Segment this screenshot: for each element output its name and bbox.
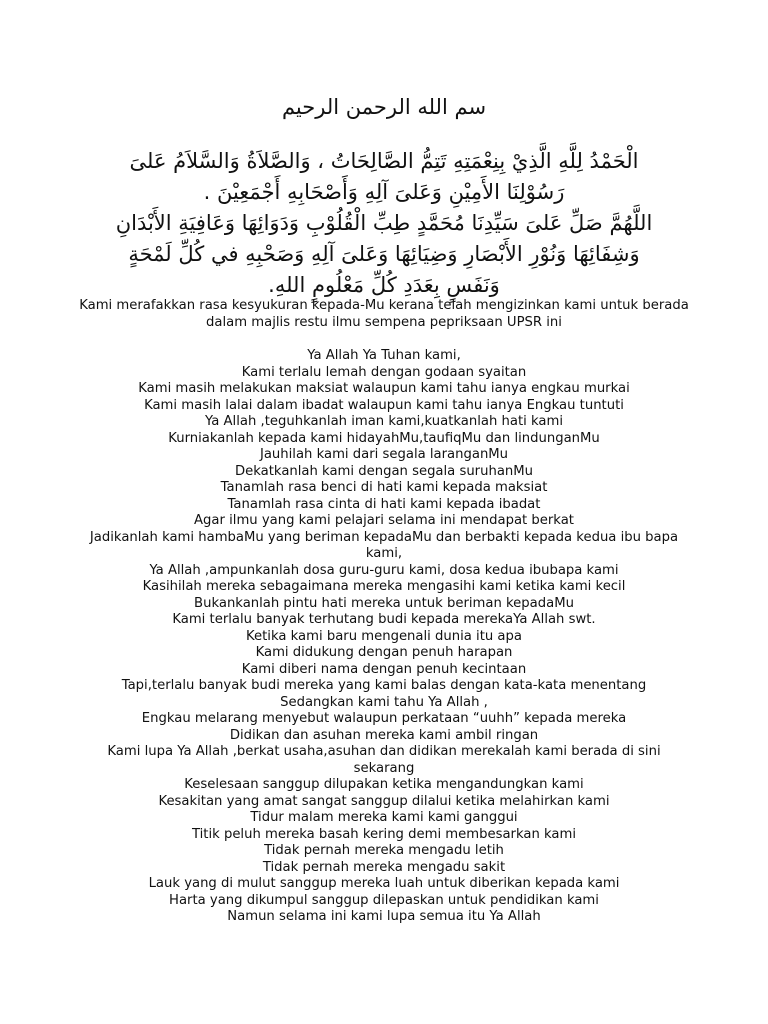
prayer-line: Ketika kami baru mengenali dunia itu apa [246, 628, 522, 644]
prayer-line: Ya Allah ,ampunkanlah dosa guru-guru kami, dosa kedua ibubapa kami [149, 562, 619, 578]
prayer-line: Titik peluh mereka basah kering demi membesarkan kami [191, 826, 577, 842]
prayer-line: Engkau melarang menyebut walaupun perkataan “uuhh” kepada mereka [141, 711, 627, 726]
doa-line: الْحَمْدُ لِلَّهِ الَّذِيْ بِنِعْمَتِهِ تَتِمُّ الصَّالِحَاتُ ، وَالصَّلاَةُ وَالسَّلاَمُ عَلىَ [129, 149, 639, 173]
prayer-line: Harta yang dikumpul sanggup dilepaskan untuk pendidikan kami [169, 892, 599, 908]
prayer-line: Kami masih lalai dalam ibadat walaupun kami tahu ianya Engkau tuntuti [144, 397, 624, 413]
prayer-line: Sedangkan kami tahu Ya Allah , [280, 694, 488, 710]
prayer-line: Kami terlalu lemah dengan godaan syaitan [241, 364, 527, 380]
doa-line: رَسُوْلِنَا الأَمِيْنِ وَعَلىَ آلِهِ وَأَصْحَابِهِ أَجْمَعِيْنَ . [203, 180, 565, 204]
prayer-lines [80, 348, 688, 926]
prayer-line: Agar ilmu yang kami pelajari selama ini mendapat berkat [194, 513, 574, 528]
prayer-line: Kurniakanlah kepada kami hidayahMu,taufiqMu dan lindunganMu [168, 430, 600, 446]
prayer-line: Kami lupa Ya Allah ,berkat usaha,asuhan dan didikan merekalah kami berada di sini sekarang [107, 744, 661, 776]
doa-line: وَشِفَائِهَا وَنُوْرِ الأَبْصَارِ وَضِيَائِهَا وَعَلىَ آلِهِ وَصَحْبِهِ في كُلِّ لَمْحَةٍ [128, 242, 640, 266]
prayer-line: Kasihilah mereka sebagaimana mereka mengasihi kami ketika kami kecil [142, 579, 626, 594]
prayer-line: Jauhilah kami dari segala laranganMu [259, 447, 509, 462]
prayer-line: Ya Allah Ya Tuhan kami, [307, 348, 461, 363]
prayer-line: Ya Allah ,teguhkanlah iman kami,kuatkanlah hati kami [205, 414, 563, 429]
prayer-line: Kesakitan yang amat sangat sanggup dilalui ketika melahirkan kami [158, 793, 610, 809]
prayer-line: Bukankanlah pintu hati mereka untuk beriman kepadaMu [194, 595, 574, 611]
prayer-line: Tidak pernah mereka mengadu sakit [262, 859, 506, 875]
prayer-line: Jadikanlah kami hambaMu yang beriman kepadaMu dan berbakti kepada kedua ibu bapa kami, [89, 529, 679, 561]
prayer-line: Keselesaan sanggup dilupakan ketika mengandungkan kami [184, 777, 584, 792]
prayer-line: Tapi,terlalu banyak budi mereka yang kami balas dengan kata-kata menentang [121, 678, 647, 693]
intro-paragraph: Kami merafakkan rasa kesyukuran kepada-Mu kerana telah mengizinkan kami untuk berada dalam majlis restu ilmu sempena pepriksaan UPSR ini [79, 298, 689, 330]
prayer-line: Didikan dan asuhan mereka kami ambil ringan [229, 727, 539, 743]
prayer-line: Tanamlah rasa benci di hati kami kepada maksiat [220, 480, 548, 495]
prayer-line: Kami diberi nama dengan penuh kecintaan [241, 661, 527, 677]
prayer-line: Tanamlah rasa cinta di hati kami kepada ibadat [227, 496, 541, 512]
doa-line: وَنَفَسٍ بِعَدَدِ كُلِّ مَعْلُومٍ اللهِ. [268, 273, 500, 297]
bismillah-heading: سم الله الرحمن الرحيم [281, 95, 487, 119]
prayer-line: Namun selama ini kami lupa semua itu Ya Allah [227, 909, 541, 924]
prayer-line: Kami terlalu banyak terhutang budi kepada merekaYa Allah swt. [172, 612, 596, 627]
prayer-line: Dekatkanlah kami dengan segala suruhanMu [234, 463, 533, 479]
arabic-doa-block [40, 146, 728, 301]
doa-line: اللَّهُمَّ صَلِّ عَلىَ سَيِّدِنَا مُحَمَّدٍ طِبِّ الْقُلُوْبِ وَدَوَائِهَا وَعَافِيَةِ الأَبْدَانِ [115, 211, 653, 235]
prayer-line: Lauk yang di mulut sanggup mereka luah untuk diberikan kepada kami [148, 876, 620, 891]
prayer-line: Kami didukung dengan penuh harapan [255, 645, 513, 660]
prayer-line: Tidur malam mereka kami kami ganggui [250, 810, 518, 825]
prayer-line: Kami masih melakukan maksiat walaupun kami tahu ianya engkau murkai [138, 381, 630, 396]
prayer-line: Tidak pernah mereka mengadu letih [264, 843, 504, 858]
